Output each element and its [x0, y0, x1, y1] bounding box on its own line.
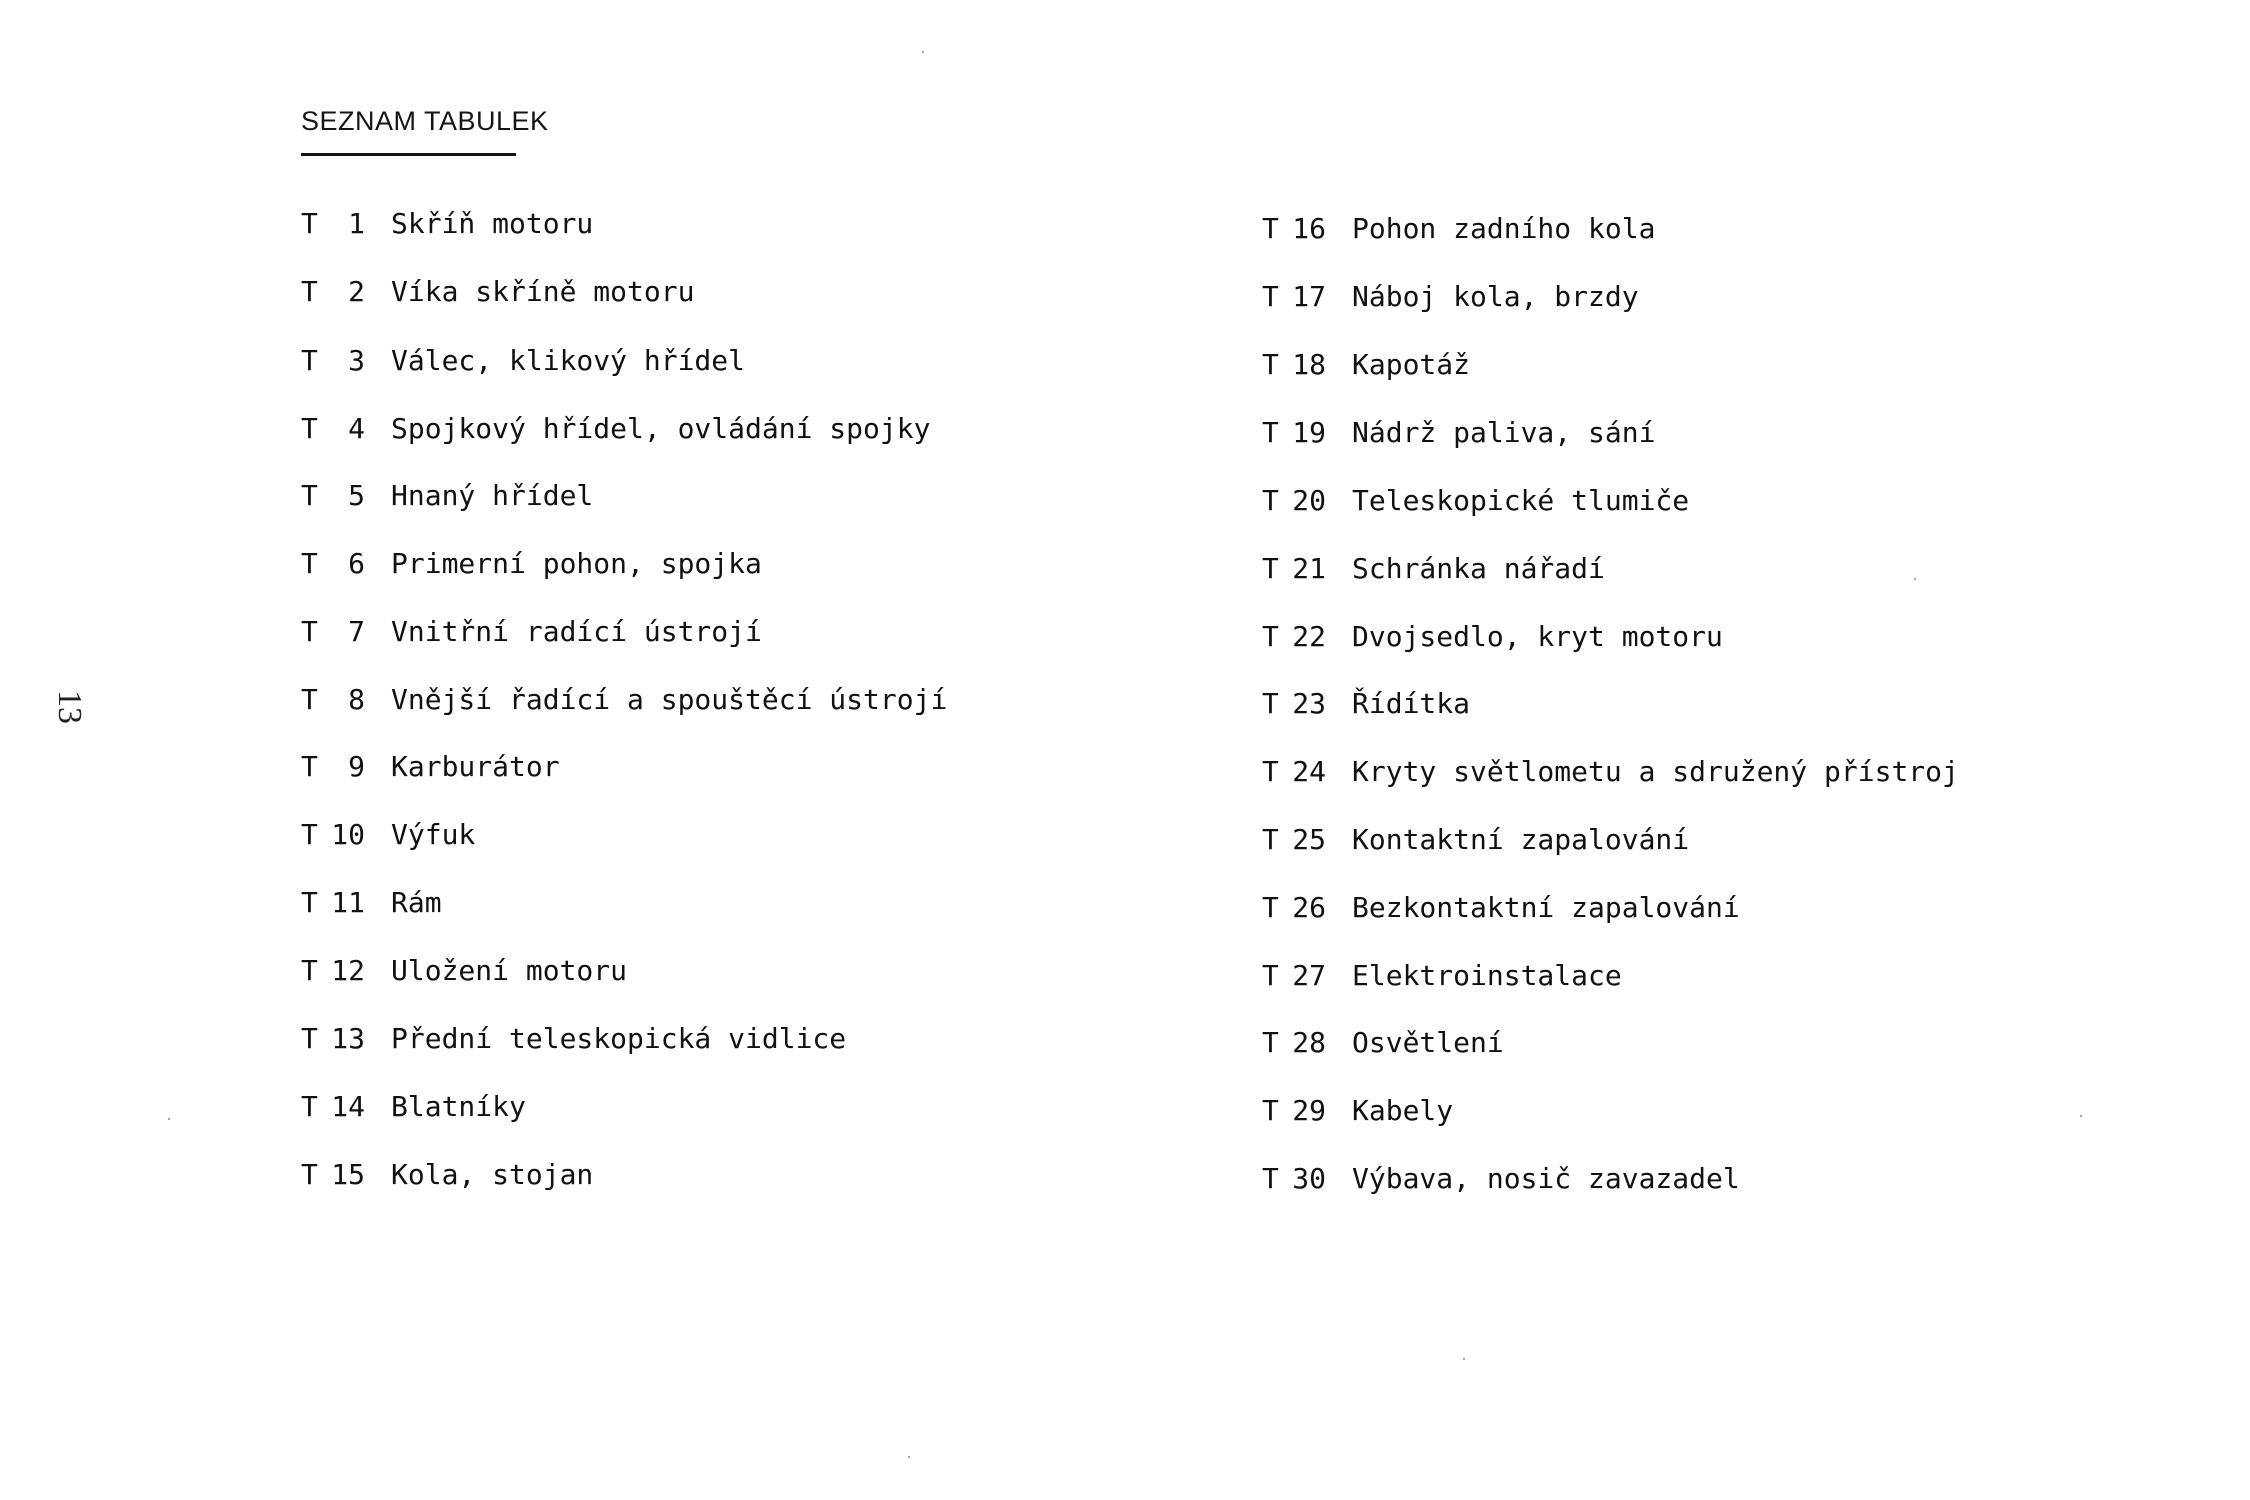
scan-speck [922, 51, 924, 53]
entry-number: 8 [348, 683, 365, 716]
entry-prefix: T [1262, 416, 1279, 449]
entry-title: Nádrž paliva, sání [1352, 416, 1656, 449]
entry-number: 5 [348, 479, 365, 512]
entry-number: 1 [348, 207, 365, 240]
entry-title: Schránka nářadí [1352, 552, 1605, 585]
entry-prefix: T [1262, 755, 1279, 788]
entry-prefix: T [1262, 1162, 1279, 1195]
entry-title: Vnější řadící a spouštěcí ústrojí [391, 683, 948, 716]
entry-title: Vnitřní radící ústrojí [391, 615, 762, 648]
entry-prefix: T [301, 954, 318, 987]
title-underline [301, 153, 516, 156]
entry-number: 23 [1292, 687, 1326, 720]
page-number: 13 [51, 690, 88, 724]
entry-number: 2 [348, 275, 365, 308]
entry-prefix: T [301, 886, 318, 919]
entry-number: 29 [1292, 1094, 1326, 1127]
entry-number: 15 [331, 1158, 365, 1191]
entry-number: 18 [1292, 348, 1326, 381]
entry-title: Uložení motoru [391, 954, 628, 987]
entry-number: 25 [1292, 823, 1326, 856]
entry-title: Teleskopické tlumiče [1352, 484, 1690, 517]
entry-number: 22 [1292, 620, 1326, 653]
entry-number: 10 [331, 818, 365, 851]
entry-number: 7 [348, 615, 365, 648]
entry-number: 9 [348, 750, 365, 783]
entry-prefix: T [1262, 348, 1279, 381]
entry-number: 21 [1292, 552, 1326, 585]
entry-prefix: T [301, 344, 318, 377]
scan-speck [908, 1456, 910, 1458]
scan-speck [1914, 578, 1916, 580]
entry-title: Přední teleskopická vidlice [391, 1022, 847, 1055]
entry-title: Kontaktní zapalování [1352, 823, 1690, 856]
entry-title: Dvojsedlo, kryt motoru [1352, 620, 1723, 653]
entry-title: Kola, stojan [391, 1158, 594, 1191]
entry-number: 20 [1292, 484, 1326, 517]
entry-title: Karburátor [391, 750, 560, 783]
entry-title: Výbava, nosič zavazadel [1352, 1162, 1740, 1195]
entry-title: Kryty světlometu a sdružený přístroj [1352, 755, 1959, 788]
entry-prefix: T [301, 275, 318, 308]
entry-number: 16 [1292, 212, 1326, 245]
entry-prefix: T [301, 412, 318, 445]
entry-number: 12 [331, 954, 365, 987]
entry-title: Válec, klikový hřídel [391, 344, 746, 377]
entry-prefix: T [1262, 823, 1279, 856]
entry-title: Víka skříně motoru [391, 275, 695, 308]
scan-speck [2080, 1115, 2082, 1117]
entry-number: 30 [1292, 1162, 1326, 1195]
entry-number: 14 [331, 1090, 365, 1123]
entry-number: 27 [1292, 959, 1326, 992]
entry-title: Spojkový hřídel, ovládání spojky [391, 412, 931, 445]
page-title: SEZNAM TABULEK [301, 106, 549, 136]
entry-prefix: T [1262, 620, 1279, 653]
entry-number: 6 [348, 547, 365, 580]
entry-number: 17 [1292, 280, 1326, 313]
entry-title: Náboj kola, brzdy [1352, 280, 1639, 313]
entry-number: 28 [1292, 1026, 1326, 1059]
entry-number: 4 [348, 412, 365, 445]
entry-title: Hnaný hřídel [391, 479, 594, 512]
entry-prefix: T [1262, 552, 1279, 585]
entry-title: Blatníky [391, 1090, 526, 1123]
entry-prefix: T [1262, 891, 1279, 924]
entry-prefix: T [301, 683, 318, 716]
entry-prefix: T [301, 1022, 318, 1055]
entry-number: 19 [1292, 416, 1326, 449]
entry-title: Elektroinstalace [1352, 959, 1622, 992]
entry-prefix: T [1262, 959, 1279, 992]
entry-prefix: T [1262, 212, 1279, 245]
entry-number: 11 [331, 886, 365, 919]
entry-prefix: T [1262, 687, 1279, 720]
entry-title: Řídítka [1352, 687, 1471, 720]
entry-prefix: T [301, 207, 318, 240]
entry-title: Osvětlení [1352, 1026, 1504, 1059]
entry-prefix: T [301, 615, 318, 648]
entry-title: Skříň motoru [391, 207, 594, 240]
entry-prefix: T [301, 1090, 318, 1123]
scan-speck [1463, 1358, 1465, 1360]
entry-title: Bezkontaktní zapalování [1352, 891, 1740, 924]
entry-prefix: T [301, 818, 318, 851]
entry-title: Rám [391, 886, 442, 919]
entry-prefix: T [301, 547, 318, 580]
entry-prefix: T [1262, 280, 1279, 313]
entry-title: Kapotáž [1352, 348, 1471, 381]
entry-prefix: T [301, 479, 318, 512]
entry-title: Primerní pohon, spojka [391, 547, 762, 580]
entry-title: Kabely [1352, 1094, 1454, 1127]
entry-number: 13 [331, 1022, 365, 1055]
entry-prefix: T [301, 750, 318, 783]
entry-prefix: T [301, 1158, 318, 1191]
entry-prefix: T [1262, 484, 1279, 517]
entry-number: 26 [1292, 891, 1326, 924]
entry-title: Pohon zadního kola [1352, 212, 1656, 245]
entry-title: Výfuk [391, 818, 476, 851]
scan-speck [168, 1118, 170, 1120]
entry-number: 3 [348, 344, 365, 377]
entry-number: 24 [1292, 755, 1326, 788]
entry-prefix: T [1262, 1026, 1279, 1059]
entry-prefix: T [1262, 1094, 1279, 1127]
